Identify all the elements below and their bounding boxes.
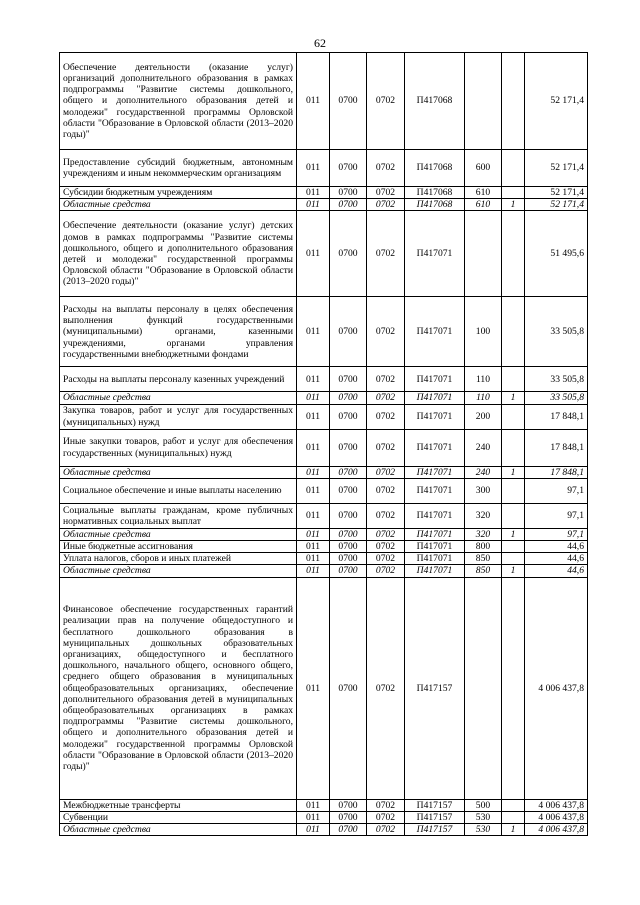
row-name-cell: Иные бюджетные ассигнования [60, 541, 297, 553]
funding-source-cell: 1 [502, 824, 525, 836]
target-article-cell: П417071 [405, 404, 465, 429]
expense-type-cell: 300 [465, 478, 502, 503]
target-article-cell: П417068 [405, 53, 465, 150]
expense-type-cell: 110 [465, 392, 502, 404]
funding-source-cell [502, 799, 525, 811]
amount-cell: 4 006 437,8 [525, 799, 588, 811]
section-code-cell: 0700 [330, 199, 367, 211]
subsection-code-cell: 0702 [367, 429, 405, 466]
funding-source-cell [502, 478, 525, 503]
subsection-code-cell: 0702 [367, 799, 405, 811]
expense-type-cell [465, 211, 502, 297]
ministry-code-cell: 011 [297, 577, 330, 799]
amount-cell: 51 495,6 [525, 211, 588, 297]
expense-type-cell: 530 [465, 811, 502, 823]
funding-source-cell: 1 [502, 466, 525, 478]
expense-type-cell: 850 [465, 565, 502, 577]
subsection-code-cell: 0702 [367, 577, 405, 799]
ministry-code-cell: 011 [297, 199, 330, 211]
section-code-cell: 0700 [330, 824, 367, 836]
budget-table [59, 52, 588, 836]
ministry-code-cell: 011 [297, 367, 330, 392]
section-code-cell: 0700 [330, 577, 367, 799]
amount-cell: 97,1 [525, 503, 588, 528]
subsection-code-cell: 0702 [367, 824, 405, 836]
amount-cell: 33 505,8 [525, 297, 588, 367]
subsection-code-cell: 0702 [367, 478, 405, 503]
row-name-cell: Областные средства [60, 466, 297, 478]
expense-type-cell [465, 53, 502, 150]
ministry-code-cell: 011 [297, 466, 330, 478]
funding-source-cell: 1 [502, 392, 525, 404]
expense-type-cell: 100 [465, 297, 502, 367]
target-article-cell: П417071 [405, 503, 465, 528]
section-code-cell: 0700 [330, 466, 367, 478]
target-article-cell: П417071 [405, 297, 465, 367]
section-code-cell: 0700 [330, 150, 367, 187]
funding-source-cell [502, 503, 525, 528]
table-row [60, 811, 588, 823]
amount-cell: 33 505,8 [525, 367, 588, 392]
subsection-code-cell: 0702 [367, 404, 405, 429]
ministry-code-cell: 011 [297, 150, 330, 187]
row-name-cell: Субвенции [60, 811, 297, 823]
target-article-cell: П417157 [405, 811, 465, 823]
table-row [60, 503, 588, 528]
row-name-cell: Социальные выплаты гражданам, кроме публичных нормативных социальных выплат [60, 503, 297, 528]
subsection-code-cell: 0702 [367, 528, 405, 540]
row-name-cell: Расходы на выплаты персоналу казенных учреждений [60, 367, 297, 392]
section-code-cell: 0700 [330, 53, 367, 150]
target-article-cell: П417071 [405, 553, 465, 565]
table-row [60, 392, 588, 404]
expense-type-cell: 240 [465, 429, 502, 466]
table-row [60, 478, 588, 503]
table-row [60, 211, 588, 297]
funding-source-cell [502, 367, 525, 392]
section-code-cell: 0700 [330, 553, 367, 565]
target-article-cell: П417071 [405, 478, 465, 503]
subsection-code-cell: 0702 [367, 392, 405, 404]
ministry-code-cell: 011 [297, 824, 330, 836]
target-article-cell: П417068 [405, 199, 465, 211]
table-row [60, 429, 588, 466]
section-code-cell: 0700 [330, 811, 367, 823]
amount-cell: 4 006 437,8 [525, 811, 588, 823]
section-code-cell: 0700 [330, 211, 367, 297]
expense-type-cell: 320 [465, 503, 502, 528]
section-code-cell: 0700 [330, 799, 367, 811]
table-row [60, 824, 588, 836]
subsection-code-cell: 0702 [367, 503, 405, 528]
row-name-cell: Обеспечение деятельности (оказание услуг) детских домов в рамках подпрограммы "Развитие системы дошкольного, общего и дополнительного образования детей и молодежи" государственной программы Орловской области "Образование в Орловской области (2013–2020 годы)" [60, 211, 297, 297]
row-name-cell: Уплата налогов, сборов и иных платежей [60, 553, 297, 565]
row-name-cell: Финансовое обеспечение государственных гарантий реализации прав на получение общедоступного и бесплатного дошкольного образования в муниципальных дошкольных образовательных организациях, общедоступного и бесплатного дошкольного, начального общего, основного общего, среднего общего образования в муниципальных общеобразовательных организациях, обеспечение дополнительного образования детей в муниципальных общеобразовательных организациях в рамках подпрограммы "Развитие системы дошкольного, общего и дополнительного образования детей и молодежи" государственной программы Орловской области "Образование в Орловской области (2013–2020 годы)" [60, 577, 297, 799]
subsection-code-cell: 0702 [367, 150, 405, 187]
funding-source-cell: 1 [502, 199, 525, 211]
amount-cell: 17 848,1 [525, 404, 588, 429]
subsection-code-cell: 0702 [367, 553, 405, 565]
table-row [60, 553, 588, 565]
target-article-cell: П417071 [405, 565, 465, 577]
target-article-cell: П417071 [405, 429, 465, 466]
ministry-code-cell: 011 [297, 553, 330, 565]
ministry-code-cell: 011 [297, 811, 330, 823]
section-code-cell: 0700 [330, 541, 367, 553]
amount-cell: 4 006 437,8 [525, 824, 588, 836]
funding-source-cell [502, 553, 525, 565]
row-name-cell: Обеспечение деятельности (оказание услуг) организаций дополнительного образования в рамках подпрограммы "Развитие системы дошкольного, общего и дополнительного образования детей и молодежи" государственной программы Орловской области "Образование в Орловской области (2013–2020 годы)" [60, 53, 297, 150]
amount-cell: 17 848,1 [525, 429, 588, 466]
ministry-code-cell: 011 [297, 528, 330, 540]
amount-cell: 97,1 [525, 478, 588, 503]
expense-type-cell: 610 [465, 199, 502, 211]
table-row [60, 150, 588, 187]
target-article-cell: П417068 [405, 187, 465, 199]
ministry-code-cell: 011 [297, 211, 330, 297]
table-row [60, 541, 588, 553]
target-article-cell: П417157 [405, 824, 465, 836]
funding-source-cell [502, 187, 525, 199]
funding-source-cell [502, 541, 525, 553]
ministry-code-cell: 011 [297, 53, 330, 150]
section-code-cell: 0700 [330, 503, 367, 528]
subsection-code-cell: 0702 [367, 541, 405, 553]
row-name-cell: Областные средства [60, 199, 297, 211]
expense-type-cell: 850 [465, 553, 502, 565]
expense-type-cell: 600 [465, 150, 502, 187]
row-name-cell: Иные закупки товаров, работ и услуг для обеспечения государственных (муниципальных) нужд [60, 429, 297, 466]
funding-source-cell [502, 429, 525, 466]
section-code-cell: 0700 [330, 187, 367, 199]
funding-source-cell [502, 404, 525, 429]
target-article-cell: П417071 [405, 541, 465, 553]
table-row [60, 53, 588, 150]
row-name-cell: Предоставление субсидий бюджетным, автономным учреждениям и иным некоммерческим организациям [60, 150, 297, 187]
amount-cell: 44,6 [525, 565, 588, 577]
table-row [60, 367, 588, 392]
funding-source-cell [502, 577, 525, 799]
amount-cell: 44,6 [525, 541, 588, 553]
target-article-cell: П417157 [405, 799, 465, 811]
row-name-cell: Субсидии бюджетным учреждениям [60, 187, 297, 199]
expense-type-cell: 500 [465, 799, 502, 811]
subsection-code-cell: 0702 [367, 466, 405, 478]
table-row [60, 799, 588, 811]
table-row [60, 565, 588, 577]
expense-type-cell: 240 [465, 466, 502, 478]
table-row [60, 577, 588, 799]
funding-source-cell [502, 53, 525, 150]
ministry-code-cell: 011 [297, 541, 330, 553]
table-row [60, 199, 588, 211]
subsection-code-cell: 0702 [367, 367, 405, 392]
subsection-code-cell: 0702 [367, 187, 405, 199]
expense-type-cell: 800 [465, 541, 502, 553]
funding-source-cell [502, 150, 525, 187]
amount-cell: 52 171,4 [525, 53, 588, 150]
expense-type-cell: 200 [465, 404, 502, 429]
funding-source-cell: 1 [502, 528, 525, 540]
section-code-cell: 0700 [330, 565, 367, 577]
subsection-code-cell: 0702 [367, 297, 405, 367]
target-article-cell: П417157 [405, 577, 465, 799]
table-row [60, 404, 588, 429]
expense-type-cell: 530 [465, 824, 502, 836]
expense-type-cell: 320 [465, 528, 502, 540]
section-code-cell: 0700 [330, 367, 367, 392]
row-name-cell: Областные средства [60, 392, 297, 404]
subsection-code-cell: 0702 [367, 53, 405, 150]
section-code-cell: 0700 [330, 404, 367, 429]
ministry-code-cell: 011 [297, 478, 330, 503]
row-name-cell: Межбюджетные трансферты [60, 799, 297, 811]
section-code-cell: 0700 [330, 528, 367, 540]
target-article-cell: П417071 [405, 211, 465, 297]
section-code-cell: 0700 [330, 478, 367, 503]
page-number: 62 [314, 36, 326, 50]
ministry-code-cell: 011 [297, 503, 330, 528]
amount-cell: 52 171,4 [525, 199, 588, 211]
ministry-code-cell: 011 [297, 297, 330, 367]
row-name-cell: Областные средства [60, 528, 297, 540]
ministry-code-cell: 011 [297, 392, 330, 404]
target-article-cell: П417071 [405, 367, 465, 392]
target-article-cell: П417071 [405, 528, 465, 540]
target-article-cell: П417071 [405, 466, 465, 478]
amount-cell: 52 171,4 [525, 187, 588, 199]
funding-source-cell [502, 811, 525, 823]
table-row [60, 466, 588, 478]
row-name-cell: Областные средства [60, 824, 297, 836]
row-name-cell: Социальное обеспечение и иные выплаты населению [60, 478, 297, 503]
subsection-code-cell: 0702 [367, 565, 405, 577]
ministry-code-cell: 011 [297, 565, 330, 577]
section-code-cell: 0700 [330, 429, 367, 466]
amount-cell: 44,6 [525, 553, 588, 565]
amount-cell: 17 848,1 [525, 466, 588, 478]
amount-cell: 97,1 [525, 528, 588, 540]
expense-type-cell [465, 577, 502, 799]
table-row [60, 297, 588, 367]
subsection-code-cell: 0702 [367, 211, 405, 297]
ministry-code-cell: 011 [297, 187, 330, 199]
ministry-code-cell: 011 [297, 429, 330, 466]
row-name-cell: Расходы на выплаты персоналу в целях обеспечения выполнения функций государственными (муниципальными) органами, казенными учреждениями, органами управления государственными внебюджетными фондами [60, 297, 297, 367]
row-name-cell: Закупка товаров, работ и услуг для государственных (муниципальных) нужд [60, 404, 297, 429]
target-article-cell: П417068 [405, 150, 465, 187]
amount-cell: 33 505,8 [525, 392, 588, 404]
funding-source-cell: 1 [502, 565, 525, 577]
funding-source-cell [502, 211, 525, 297]
ministry-code-cell: 011 [297, 799, 330, 811]
expense-type-cell: 110 [465, 367, 502, 392]
subsection-code-cell: 0702 [367, 199, 405, 211]
funding-source-cell [502, 297, 525, 367]
row-name-cell: Областные средства [60, 565, 297, 577]
table-row [60, 187, 588, 199]
section-code-cell: 0700 [330, 392, 367, 404]
ministry-code-cell: 011 [297, 404, 330, 429]
target-article-cell: П417071 [405, 392, 465, 404]
amount-cell: 4 006 437,8 [525, 577, 588, 799]
expense-type-cell: 610 [465, 187, 502, 199]
budget-table-body [60, 53, 588, 836]
section-code-cell: 0700 [330, 297, 367, 367]
amount-cell: 52 171,4 [525, 150, 588, 187]
table-row [60, 528, 588, 540]
subsection-code-cell: 0702 [367, 811, 405, 823]
